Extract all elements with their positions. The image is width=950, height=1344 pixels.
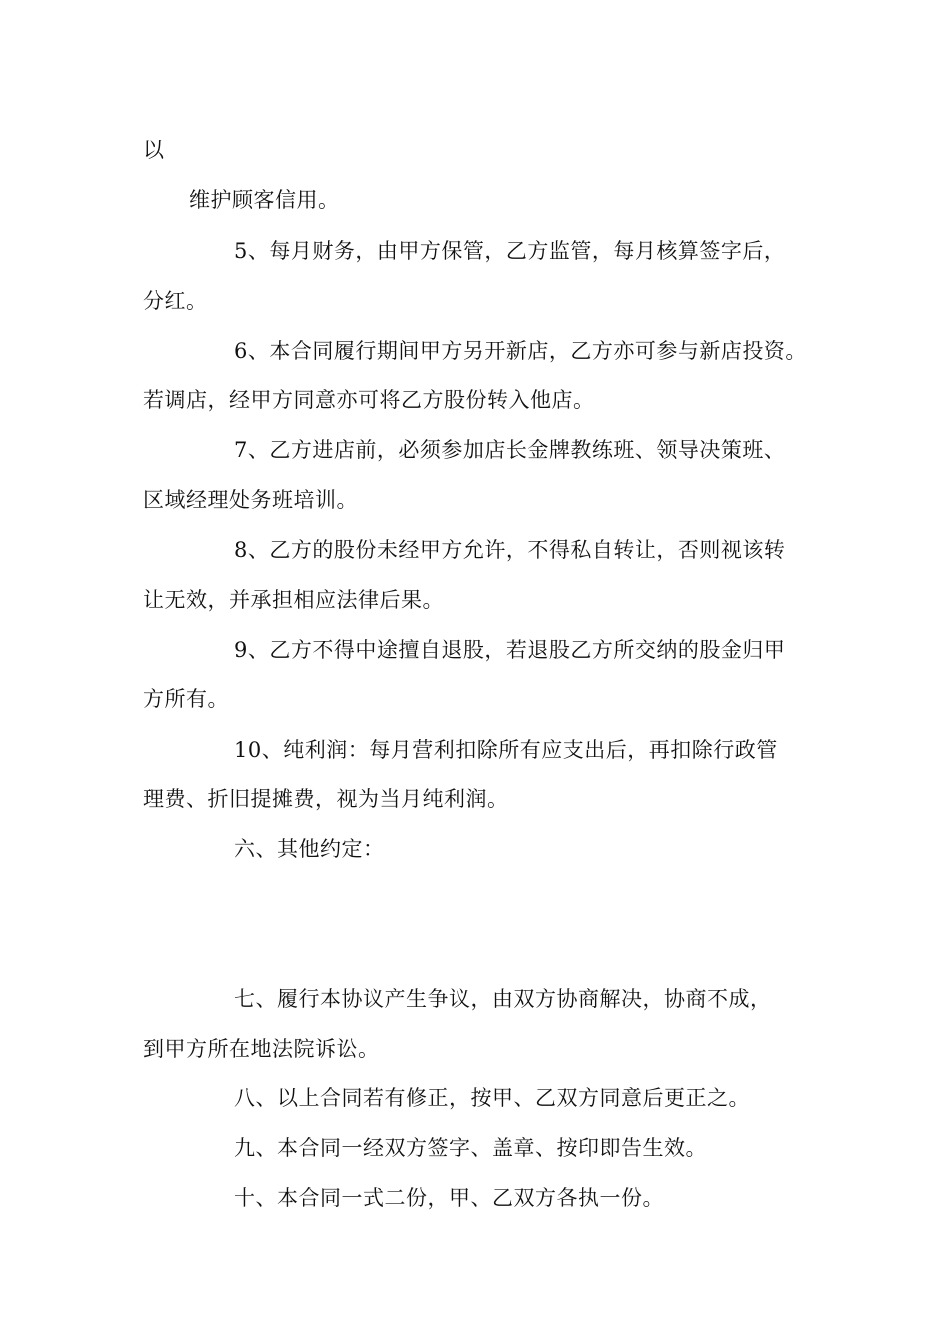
text-line: 维护顾客信用。 <box>189 188 340 212</box>
text-line: 八、以上合同若有修正，按甲、乙双方同意后更正之。 <box>234 1086 750 1110</box>
text-line: 理费、折旧提摊费，视为当月纯利润。 <box>143 787 509 811</box>
text-line: 8、乙方的股份未经甲方允许，不得私自转让，否则视该转 <box>234 538 786 562</box>
text-line: 区域经理处务班培训。 <box>143 488 358 512</box>
text-line: 让无效，并承担相应法律后果。 <box>143 588 444 612</box>
text-line: 分红。 <box>143 289 208 313</box>
text-line: 10、纯利润：每月营利扣除所有应支出后，再扣除行政管 <box>234 738 778 762</box>
text-line: 到甲方所在地法院诉讼。 <box>143 1037 380 1061</box>
text-line: 七、履行本协议产生争议，由双方协商解决，协商不成， <box>234 987 772 1011</box>
text-line: 方所有。 <box>143 687 229 711</box>
text-line: 若调店，经甲方同意亦可将乙方股份转入他店。 <box>143 388 595 412</box>
text-line: 7、乙方进店前，必须参加店长金牌教练班、领导决策班、 <box>234 438 786 462</box>
text-line: 9、乙方不得中途擅自退股，若退股乙方所交纳的股金归甲 <box>234 638 786 662</box>
text-line: 以 <box>143 138 165 162</box>
text-line: 九、本合同一经双方签字、盖章、按印即告生效。 <box>234 1136 707 1160</box>
text-line: 六、其他约定： <box>234 837 385 861</box>
text-line: 5、每月财务，由甲方保管，乙方监管，每月核算签字后， <box>234 239 786 263</box>
text-line: 6、本合同履行期间甲方另开新店，乙方亦可参与新店投资。 <box>234 339 807 363</box>
text-line: 十、本合同一式二份，甲、乙双方各执一份。 <box>234 1186 664 1210</box>
